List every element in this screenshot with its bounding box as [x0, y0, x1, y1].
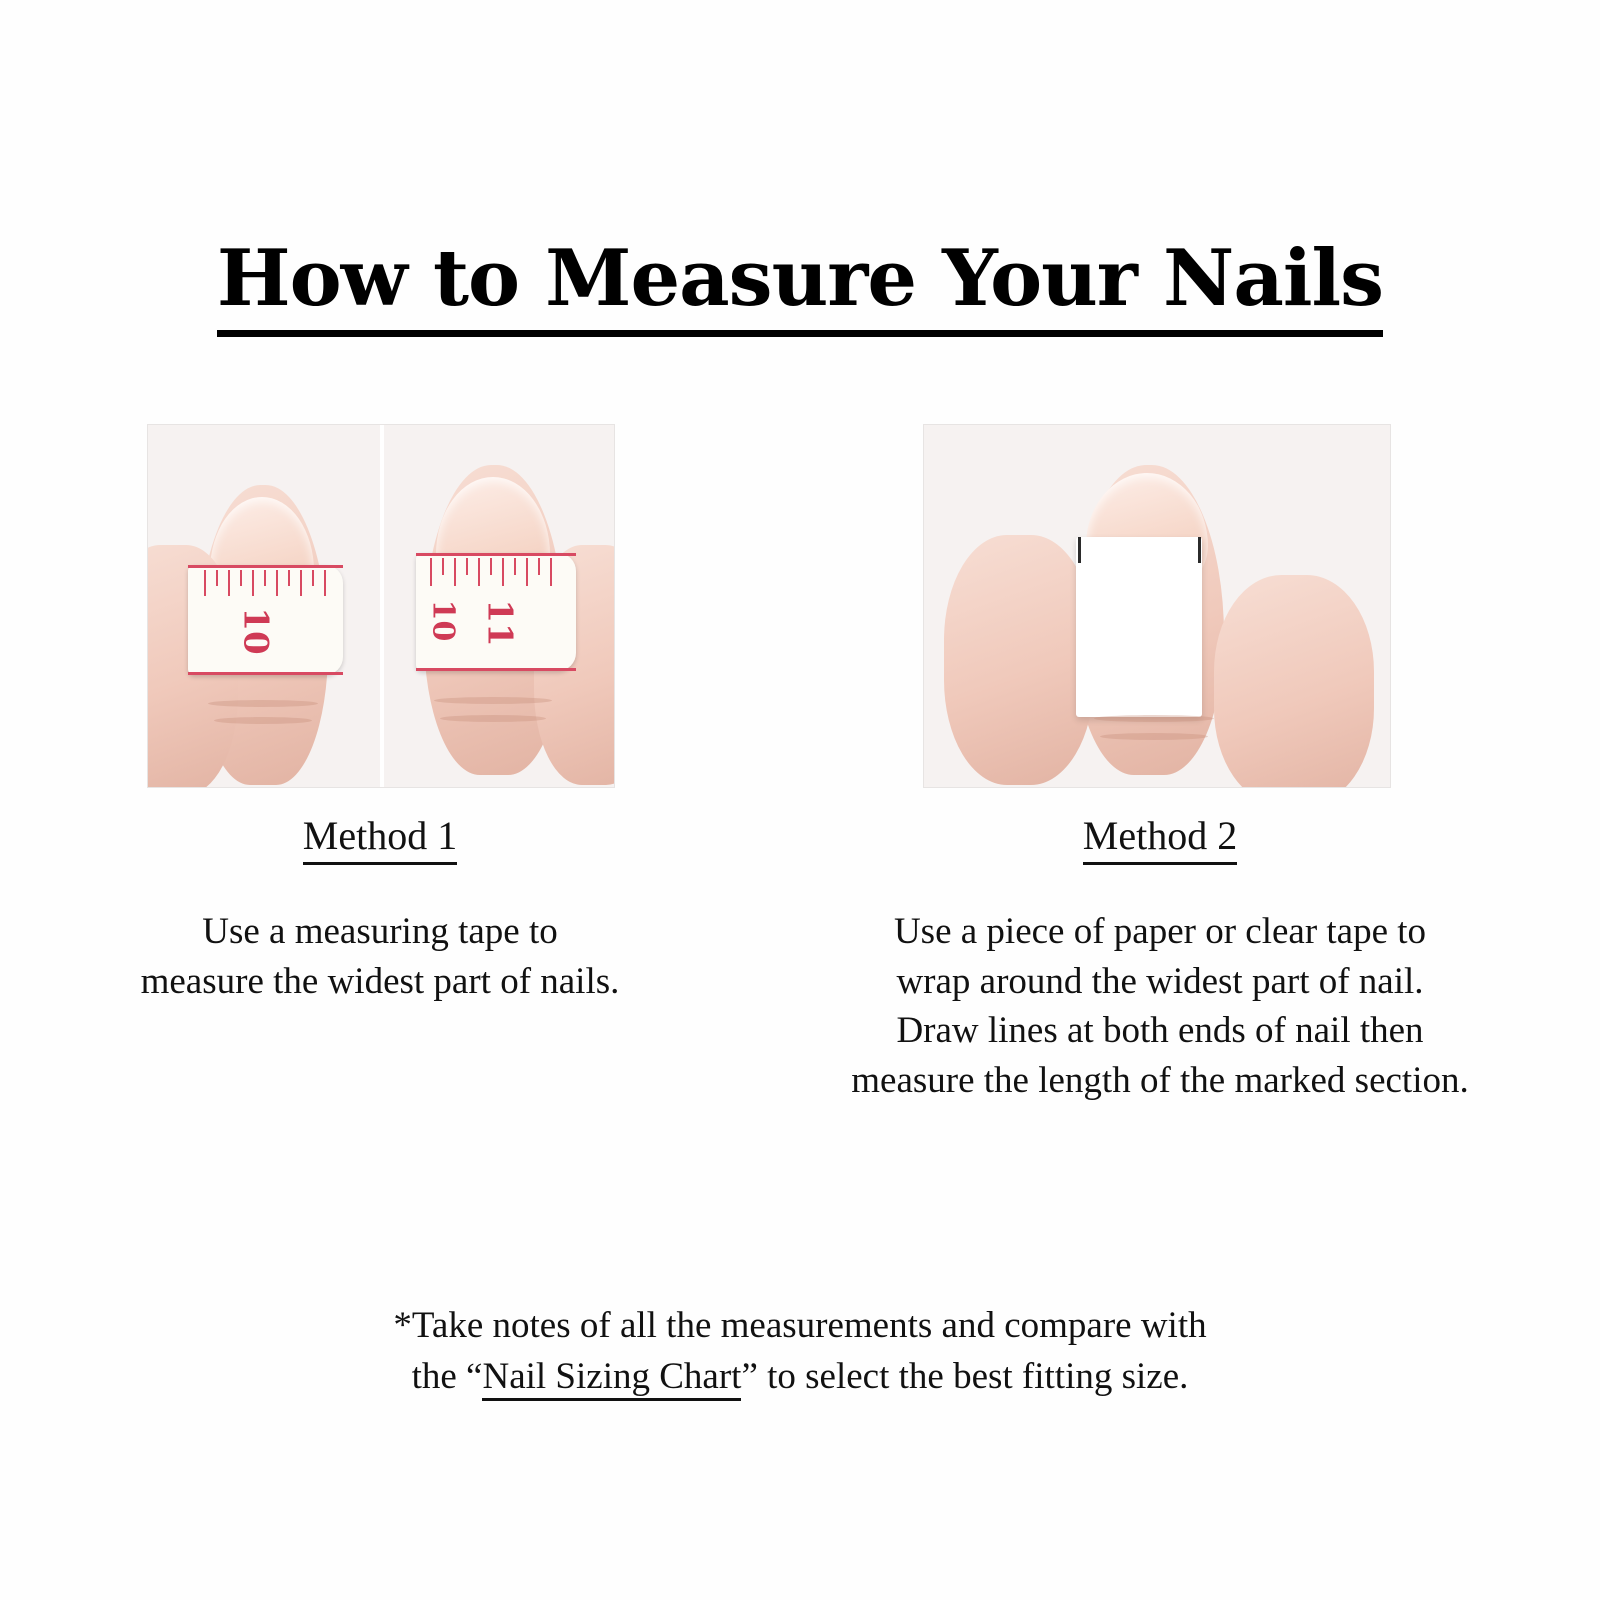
- method-1-image: [147, 424, 615, 788]
- tape-edge-bottom: [188, 672, 343, 675]
- footnote-line-2: [0, 1351, 1600, 1402]
- footnote-line-1: *Take notes of all the measurements and compare with: [393, 1305, 1207, 1346]
- tape-tick: [502, 558, 504, 586]
- knuckle-crease: [434, 697, 552, 704]
- footnote: [0, 1300, 1600, 1402]
- nail-mark-line-left: [1078, 537, 1081, 563]
- nail-sizing-chart-reference: Nail Sizing Chart: [482, 1356, 741, 1401]
- method-1-line-2: measure the widest part of nails.: [140, 960, 620, 1002]
- tape-tick: [216, 570, 218, 586]
- tape-tick: [204, 570, 206, 596]
- tape-tick: [538, 558, 540, 575]
- tape-tick: [324, 570, 326, 596]
- photo-divider: [380, 425, 384, 787]
- tape-tick: [466, 558, 468, 575]
- photo-row: [0, 424, 1600, 789]
- tape-tick: [312, 570, 314, 586]
- method-1-heading: Method 1: [303, 812, 457, 865]
- tape-number: 10: [425, 599, 461, 642]
- tape-tick: [478, 558, 480, 586]
- method-2-image: [923, 424, 1391, 788]
- tape-tick: [300, 570, 302, 596]
- method-1-column: [80, 812, 680, 1006]
- method-2-line-2: wrap around the widest part of nail.: [896, 960, 1424, 1002]
- tape-tick: [514, 558, 516, 575]
- measuring-tape: [416, 553, 576, 671]
- method-2-line-1: Use a piece of paper or clear tape to: [893, 911, 1427, 952]
- tape-tick: [240, 570, 242, 586]
- thumb-shape: [944, 535, 1094, 785]
- supporting-finger-shape: [1214, 575, 1374, 788]
- tape-tick: [430, 558, 432, 586]
- tape-tick: [252, 570, 254, 596]
- tape-tick: [526, 558, 528, 586]
- method-2-heading: Method 2: [1083, 812, 1237, 865]
- measuring-tape: [188, 565, 343, 675]
- tape-tick: [288, 570, 290, 586]
- paper-strip: [1076, 537, 1202, 717]
- method-1-line-1: Use a measuring tape to: [202, 911, 558, 952]
- knuckle-crease: [440, 715, 546, 722]
- footnote-line-2-prefix: the “: [411, 1356, 483, 1398]
- method-2-line-4: measure the length of the marked section.: [851, 1059, 1469, 1101]
- tape-number: 11: [479, 599, 520, 647]
- tape-tick: [550, 558, 552, 586]
- knuckle-crease: [1100, 733, 1208, 740]
- method-2-description: [790, 907, 1530, 1105]
- tape-tick: [490, 558, 492, 575]
- method-1-description: [80, 907, 680, 1006]
- tape-edge-top: [416, 553, 576, 556]
- method-2-line-3: Draw lines at both ends of nail then: [896, 1010, 1424, 1052]
- footnote-line-2-suffix: ” to select the best fitting size.: [741, 1356, 1189, 1398]
- tape-edge-top: [188, 565, 343, 568]
- tape-tick: [228, 570, 230, 596]
- tape-tick: [264, 570, 266, 586]
- tape-edge-bottom: [416, 668, 576, 671]
- nail-mark-line-right: [1198, 537, 1201, 563]
- tape-tick: [442, 558, 444, 575]
- tape-number: 10: [235, 607, 276, 655]
- tape-tick: [276, 570, 278, 596]
- knuckle-crease: [1094, 715, 1214, 722]
- knuckle-crease: [214, 717, 312, 724]
- page-title: How to Measure Your Nails: [217, 238, 1383, 337]
- knuckle-crease: [208, 700, 318, 707]
- page-title-container: [0, 233, 1600, 337]
- tape-tick: [454, 558, 456, 586]
- method-2-column: [790, 812, 1530, 1105]
